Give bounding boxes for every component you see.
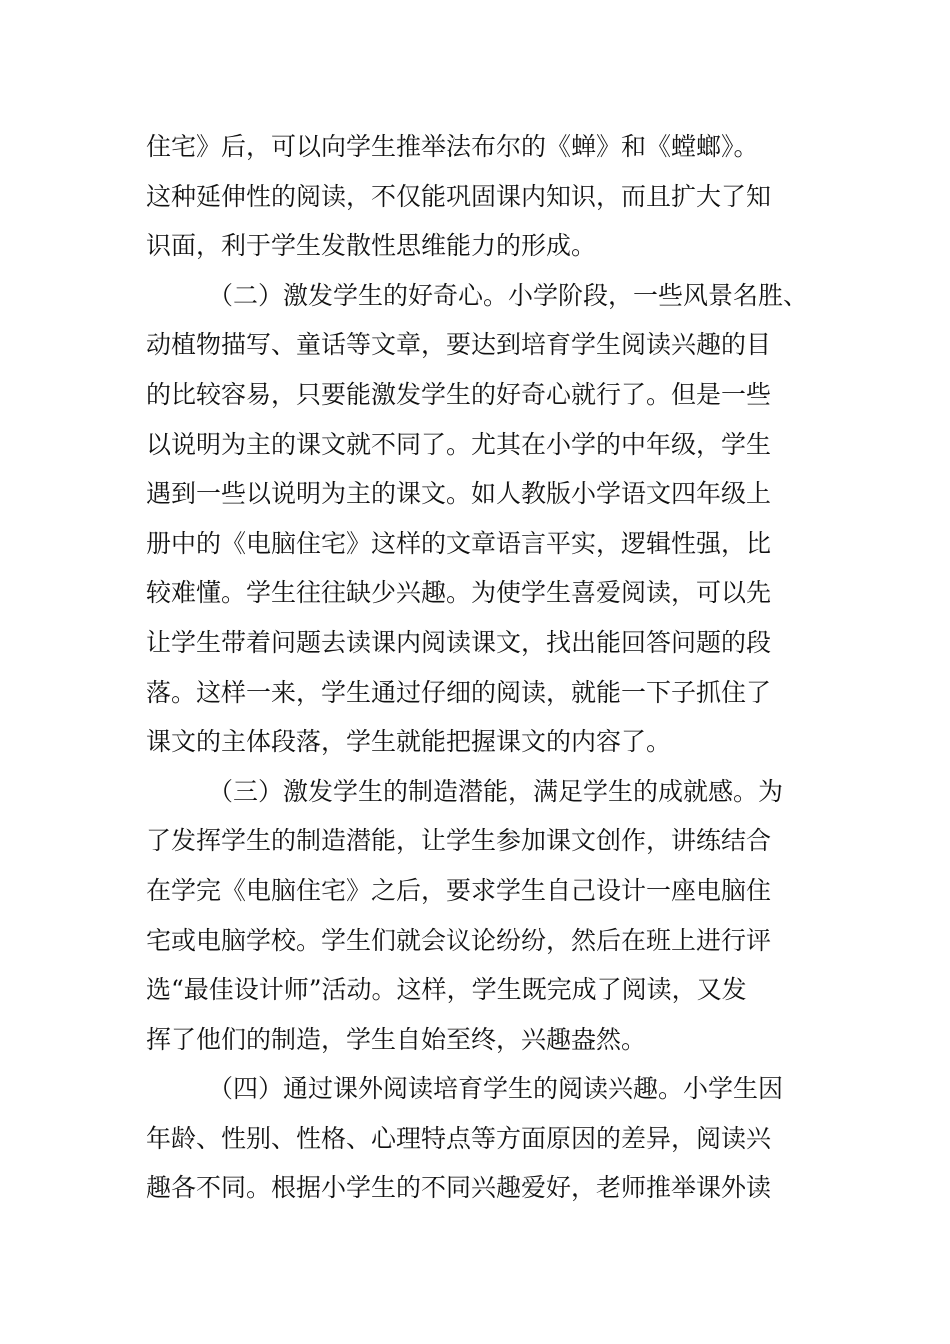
text-line: 年龄、性别、性格、心理特点等方面原因的差异，阅读兴 [146,1123,772,1153]
text-line: 册中的《电脑住宅》这样的文章语言平实，逻辑性强，比 [146,528,772,558]
text-line: 落。这样一来，学生通过仔细的阅读，就能一下子抓住了 [146,677,772,707]
text-line: 了发挥学生的制造潜能，让学生参加课文创作，讲练结合 [146,826,772,856]
paragraph-start-line: （四）通过课外阅读培育学生的阅读兴趣。小学生因 [208,1074,784,1104]
text-line: 以说明为主的课文就不同了。尤其在小学的中年级，学生 [146,429,772,459]
paragraph-start-line: （三）激发学生的制造潜能，满足学生的成就感。为 [208,776,784,806]
paragraph-start-line: （二）激发学生的好奇心。小学阶段，一些风景名胜、 [208,280,809,310]
text-line: 住宅》后，可以向学生推举法布尔的《蝉》和《螳螂》。 [146,132,759,161]
text-line: 较难懂。学生往往缺少兴趣。为使学生喜爱阅读，可以先 [146,578,772,608]
text-line: 这种延伸性的阅读，不仅能巩固课内知识，而且扩大了知 [146,181,772,211]
text-line: 遇到一些以说明为主的课文。如人教版小学语文四年级上 [146,479,772,509]
text-line: 让学生带着问题去读课内阅读课文，找出能回答问题的段 [146,627,772,657]
text-line: 动植物描写、童话等文章，要达到培育学生阅读兴趣的目 [146,330,772,360]
text-line: 在学完《电脑住宅》之后，要求学生自己设计一座电脑住 [146,875,772,905]
body-text [146,122,846,1213]
text-line: 宅或电脑学校。学生们就会议论纷纷，然后在班上进行评 [146,925,772,955]
text-line: 课文的主体段落，学生就能把握课文的内容了。 [146,727,672,757]
text-line: 挥了他们的制造，学生自始至终，兴趣盎然。 [146,1024,647,1054]
text-line: 的比较容易，只要能激发学生的好奇心就行了。但是一些 [146,379,772,409]
text-line: 趣各不同。根据小学生的不同兴趣爱好，老师推举课外读 [146,1173,772,1203]
text-line: 选“最佳设计师”活动。这样，学生既完成了阅读，又发 [146,975,747,1005]
text-line: 识面，利于学生发散性思维能力的形成。 [146,231,597,261]
